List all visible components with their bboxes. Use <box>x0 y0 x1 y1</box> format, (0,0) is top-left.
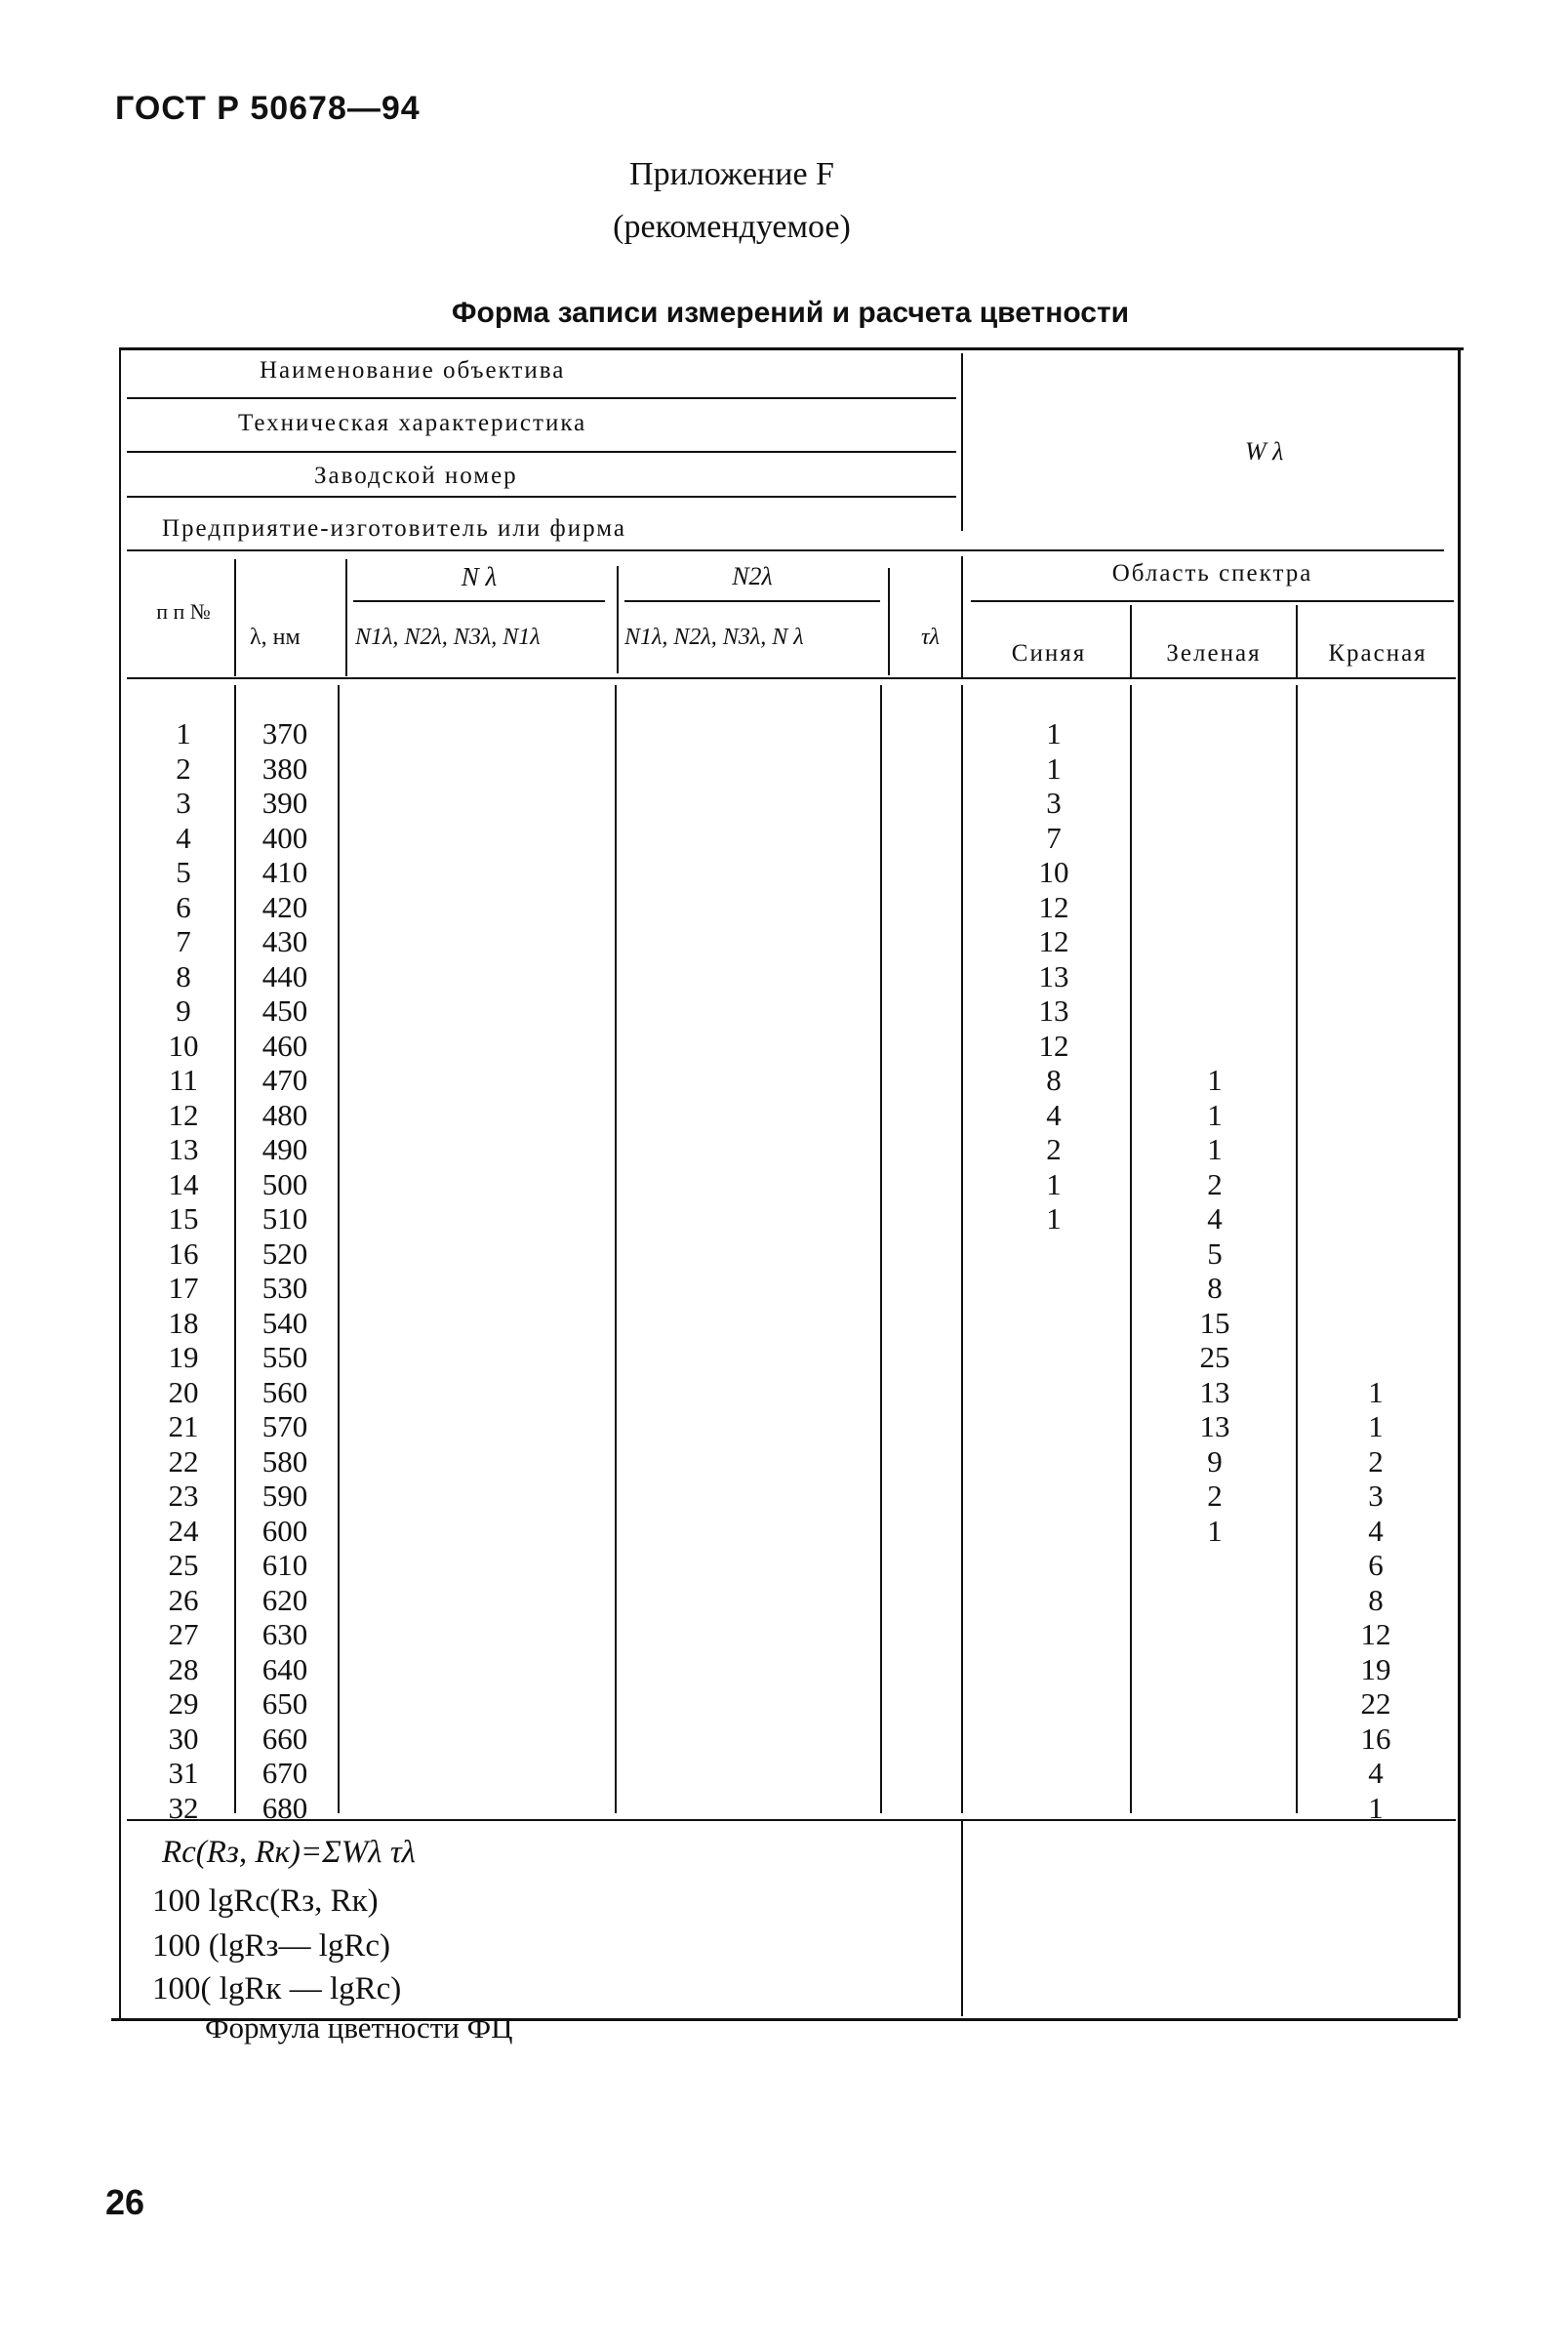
table-cell-blue <box>1015 1617 1093 1652</box>
blue-values-column <box>1015 716 1093 1825</box>
table-cell-n: 21 <box>168 1409 199 1443</box>
appendix-title: Приложение F <box>629 156 834 192</box>
table-cell-green: 15 <box>1199 1305 1230 1340</box>
table-cell-n: 6 <box>176 889 191 924</box>
table-cell-red: 1 <box>1368 1409 1384 1443</box>
n2-top-header: N2λ <box>732 562 773 590</box>
table-cell-n: 16 <box>168 1236 199 1271</box>
table-cell-blue <box>1015 1340 1093 1375</box>
table-cell-blue <box>1015 1375 1093 1410</box>
table-cell-green: 13 <box>1199 1374 1230 1409</box>
table-cell-green: 1 <box>1207 1063 1223 1097</box>
table-cell-green <box>1176 1617 1254 1652</box>
table-cell-lambda: 580 <box>261 1443 308 1479</box>
formula-red-diff: 100( lgRк — lgRс) <box>152 1971 402 2006</box>
table-cell-green <box>1176 716 1254 751</box>
n1-top-header: N λ <box>461 562 498 591</box>
table-cell-green <box>1176 751 1254 787</box>
table-cell-lambda: 450 <box>261 993 308 1028</box>
table-cell-lambda: 530 <box>261 1271 308 1305</box>
table-cell-red: 6 <box>1368 1548 1384 1582</box>
table-cell-green: 25 <box>1199 1340 1230 1374</box>
table-cell-n: 24 <box>168 1513 199 1548</box>
table-cell-green <box>1176 1583 1254 1618</box>
blue-column-header: Синяя <box>1011 640 1087 667</box>
table-cell-blue <box>1015 1722 1093 1757</box>
form-title: Форма записи измерений и расчета цветности <box>451 297 1130 329</box>
table-cell-blue <box>1015 1652 1093 1687</box>
table-cell-red: 1 <box>1368 1374 1384 1409</box>
table-cell-green <box>1176 1722 1254 1757</box>
table-cell-blue: 13 <box>1038 993 1069 1028</box>
table-cell-green: 1 <box>1207 1097 1223 1132</box>
table-cell-lambda: 600 <box>261 1513 308 1548</box>
table-cell-green <box>1176 855 1254 890</box>
table-cell-n: 5 <box>176 855 191 889</box>
table-cell-red: 4 <box>1368 1513 1384 1548</box>
table-cell-n: 32 <box>168 1790 199 1825</box>
table-cell-blue: 4 <box>1046 1097 1062 1132</box>
table-cell-red: 22 <box>1360 1686 1391 1721</box>
table-cell-lambda: 390 <box>261 786 308 820</box>
table-cell-n: 7 <box>176 924 191 958</box>
wavelength-column <box>244 716 326 1825</box>
table-cell-n: 14 <box>168 1166 199 1201</box>
table-cell-red <box>1337 751 1415 787</box>
table-cell-red <box>1337 1340 1415 1375</box>
table-cell-red: 2 <box>1368 1443 1384 1479</box>
table-cell-green <box>1176 959 1254 994</box>
table-cell-red: 3 <box>1368 1479 1384 1513</box>
table-cell-green: 4 <box>1207 1201 1223 1236</box>
table-cell-n: 8 <box>176 958 191 993</box>
table-cell-n: 19 <box>168 1340 199 1374</box>
table-cell-red: 16 <box>1360 1721 1391 1756</box>
table-cell-n: 1 <box>176 716 191 750</box>
table-cell-red: 1 <box>1368 1790 1384 1825</box>
table-cell-green <box>1176 786 1254 821</box>
table-cell-red: 8 <box>1368 1582 1384 1617</box>
table-cell-lambda: 400 <box>261 820 308 855</box>
table-cell-n: 10 <box>168 1028 199 1063</box>
table-cell-lambda: 650 <box>261 1686 308 1721</box>
red-values-column <box>1337 716 1415 1825</box>
table-cell-blue: 12 <box>1038 924 1069 958</box>
table-cell-green <box>1176 1652 1254 1687</box>
formula-reflectance-sum: Rс(Rз, Rк)=ΣWλ τλ <box>162 1835 416 1870</box>
table-cell-lambda: 470 <box>261 1063 308 1097</box>
table-cell-n: 29 <box>168 1686 199 1721</box>
table-cell-lambda: 640 <box>261 1651 308 1686</box>
table-cell-lambda: 540 <box>261 1305 308 1340</box>
lambda-column-header: λ, нм <box>250 625 301 650</box>
table-cell-green: 1 <box>1207 1132 1223 1166</box>
table-cell-green <box>1176 993 1254 1029</box>
table-cell-green: 8 <box>1207 1271 1223 1305</box>
appendix-status: (рекомендуемое) <box>613 209 851 245</box>
formula-log-reflectance: 100 lgRс(Rз, Rк) <box>152 1884 379 1919</box>
table-cell-red <box>1337 1271 1415 1306</box>
table-cell-lambda: 670 <box>261 1756 308 1790</box>
table-cell-lambda: 550 <box>261 1340 308 1374</box>
n1-sub-header: N1λ, N2λ, N3λ, N1λ <box>355 625 541 650</box>
table-cell-green: 13 <box>1199 1409 1230 1443</box>
table-cell-blue: 1 <box>1046 1201 1062 1236</box>
table-cell-blue <box>1015 1791 1093 1826</box>
table-cell-red <box>1337 924 1415 959</box>
table-cell-green <box>1176 1548 1254 1583</box>
table-cell-n: 25 <box>168 1548 199 1582</box>
table-cell-lambda: 520 <box>261 1236 308 1271</box>
table-cell-blue: 2 <box>1046 1132 1062 1166</box>
color-formula-label: Формула цветности ФЦ <box>205 2010 513 2045</box>
table-cell-lambda: 510 <box>261 1201 308 1236</box>
standard-number: ГОСТ Р 50678—94 <box>115 90 421 127</box>
table-cell-blue: 1 <box>1046 716 1062 750</box>
table-cell-lambda: 430 <box>261 924 308 958</box>
table-cell-blue: 1 <box>1046 750 1062 786</box>
table-cell-blue: 7 <box>1046 820 1062 855</box>
table-cell-red <box>1337 993 1415 1029</box>
table-cell-n: 23 <box>168 1479 199 1513</box>
table-cell-n: 18 <box>168 1305 199 1340</box>
table-cell-blue: 13 <box>1038 958 1069 993</box>
w-lambda-label: W λ <box>1245 437 1284 466</box>
table-cell-n: 9 <box>176 993 191 1028</box>
table-cell-n: 2 <box>176 750 191 786</box>
manufacturer-label: Предприятие-изготовитель или фирма <box>162 515 626 542</box>
table-cell-lambda: 380 <box>261 750 308 786</box>
table-cell-red <box>1337 1236 1415 1272</box>
table-cell-red <box>1337 1098 1415 1133</box>
spectrum-region-header: Область спектра <box>1111 560 1313 587</box>
num-column-header: п п № <box>156 599 211 624</box>
table-cell-green: 9 <box>1207 1443 1223 1479</box>
table-cell-lambda: 410 <box>261 855 308 889</box>
table-cell-lambda: 630 <box>261 1617 308 1651</box>
table-cell-lambda: 620 <box>261 1582 308 1617</box>
table-cell-red <box>1337 1201 1415 1236</box>
lens-name-label: Наименование объектива <box>260 357 566 384</box>
page-number: 26 <box>105 2182 145 2222</box>
table-cell-red: 4 <box>1368 1756 1384 1790</box>
table-cell-green <box>1176 924 1254 959</box>
table-cell-n: 15 <box>168 1201 199 1236</box>
table-cell-blue <box>1015 1548 1093 1583</box>
serial-number-label: Заводской номер <box>314 463 518 489</box>
table-cell-blue: 10 <box>1038 855 1069 889</box>
table-cell-lambda: 610 <box>261 1548 308 1582</box>
table-cell-n: 20 <box>168 1374 199 1409</box>
table-cell-blue <box>1015 1583 1093 1618</box>
table-cell-n: 4 <box>176 820 191 855</box>
table-cell-red <box>1337 959 1415 994</box>
table-cell-lambda: 420 <box>261 889 308 924</box>
table-cell-blue <box>1015 1514 1093 1549</box>
tau-column-header: τλ <box>921 625 940 650</box>
table-cell-red <box>1337 890 1415 925</box>
green-values-column <box>1176 716 1254 1825</box>
green-column-header: Зеленая <box>1166 640 1262 667</box>
table-cell-n: 12 <box>168 1097 199 1132</box>
table-cell-green: 2 <box>1207 1479 1223 1513</box>
table-cell-n: 3 <box>176 786 191 820</box>
table-cell-blue: 1 <box>1046 1166 1062 1201</box>
table-cell-n: 30 <box>168 1721 199 1756</box>
table-cell-red <box>1337 821 1415 856</box>
table-cell-red <box>1337 1306 1415 1341</box>
formula-green-diff: 100 (lgRз— lgRс) <box>152 1928 391 1964</box>
table-cell-green <box>1176 1756 1254 1791</box>
table-cell-green <box>1176 890 1254 925</box>
table-cell-blue <box>1015 1236 1093 1272</box>
table-cell-blue: 12 <box>1038 1028 1069 1063</box>
table-cell-n: 26 <box>168 1582 199 1617</box>
table-cell-blue <box>1015 1686 1093 1722</box>
table-cell-blue <box>1015 1756 1093 1791</box>
table-cell-red <box>1337 1132 1415 1167</box>
table-cell-red <box>1337 716 1415 751</box>
table-cell-lambda: 590 <box>261 1479 308 1513</box>
table-cell-blue <box>1015 1271 1093 1306</box>
table-cell-blue <box>1015 1409 1093 1444</box>
table-cell-lambda: 570 <box>261 1409 308 1443</box>
tech-spec-label: Техническая характеристика <box>238 410 587 436</box>
table-cell-lambda: 440 <box>261 958 308 993</box>
table-cell-lambda: 660 <box>261 1721 308 1756</box>
table-cell-blue <box>1015 1444 1093 1479</box>
table-cell-blue: 12 <box>1038 889 1069 924</box>
table-cell-blue: 3 <box>1046 786 1062 820</box>
table-cell-n: 28 <box>168 1651 199 1686</box>
table-cell-lambda: 460 <box>261 1028 308 1063</box>
table-cell-green <box>1176 1791 1254 1826</box>
table-cell-n: 11 <box>169 1063 198 1097</box>
table-cell-blue <box>1015 1479 1093 1514</box>
table-cell-red <box>1337 855 1415 890</box>
table-cell-blue: 8 <box>1046 1063 1062 1097</box>
table-cell-green <box>1176 1686 1254 1722</box>
table-cell-n: 27 <box>168 1617 199 1651</box>
n2-sub-header: N1λ, N2λ, N3λ, N λ <box>624 625 804 650</box>
table-cell-n: 13 <box>168 1132 199 1166</box>
table-cell-n: 17 <box>168 1271 199 1305</box>
table-cell-lambda: 560 <box>261 1374 308 1409</box>
table-cell-n: 31 <box>168 1756 199 1790</box>
table-cell-red <box>1337 1029 1415 1064</box>
table-cell-blue <box>1015 1306 1093 1341</box>
table-cell-green <box>1176 821 1254 856</box>
table-cell-green: 2 <box>1207 1166 1223 1201</box>
table-cell-lambda: 490 <box>261 1132 308 1166</box>
table-cell-red <box>1337 1167 1415 1202</box>
table-cell-lambda: 480 <box>261 1097 308 1132</box>
table-cell-n: 22 <box>168 1443 199 1479</box>
table-cell-green: 5 <box>1207 1236 1223 1271</box>
table-cell-red: 12 <box>1360 1617 1391 1651</box>
table-cell-green <box>1176 1029 1254 1064</box>
table-cell-red <box>1337 786 1415 821</box>
table-cell-green: 1 <box>1207 1513 1223 1548</box>
table-cell-red: 19 <box>1360 1651 1391 1686</box>
table-cell-lambda: 680 <box>261 1790 308 1825</box>
table-cell-lambda: 370 <box>261 716 308 750</box>
table-cell-red <box>1337 1063 1415 1098</box>
table-cell-lambda: 500 <box>261 1166 308 1201</box>
red-column-header: Красная <box>1328 640 1427 667</box>
row-number-column <box>144 716 222 1825</box>
